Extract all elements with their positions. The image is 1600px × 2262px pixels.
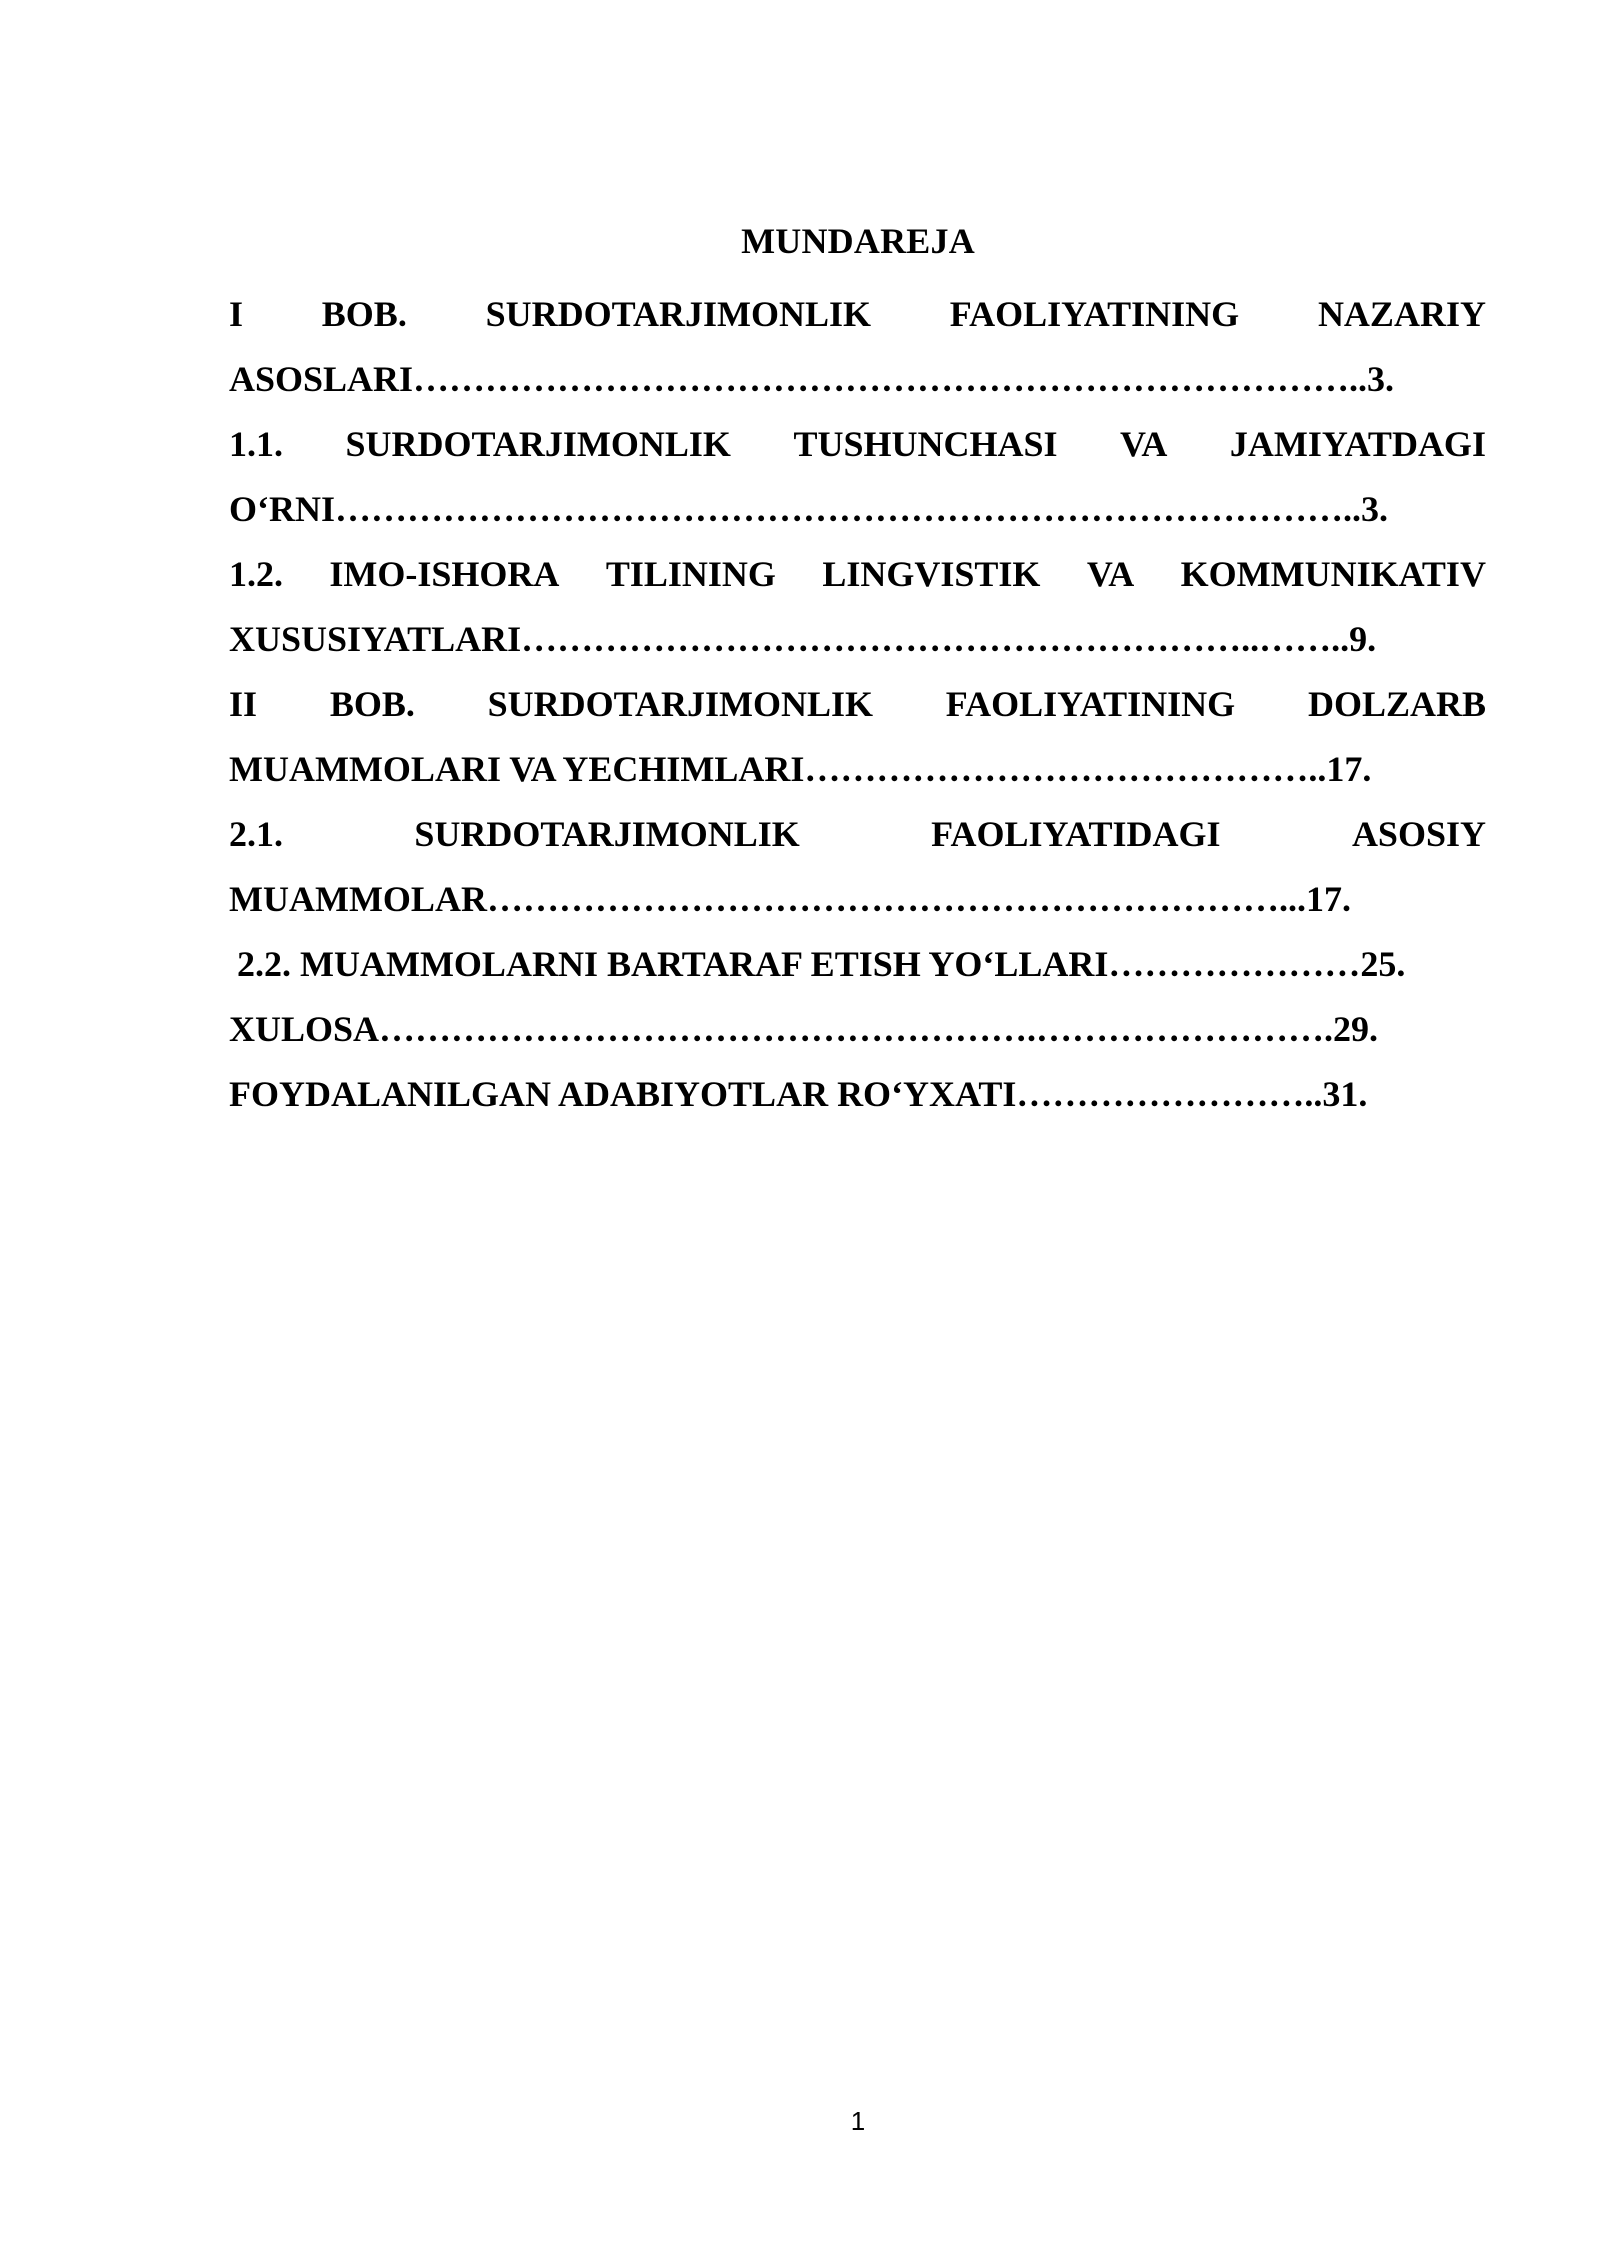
toc-word: SURDOTARJIMONLIK [345,424,731,464]
toc-word: LINGVISTIK [822,554,1041,594]
toc-word: NAZARIY [1317,294,1486,334]
toc-entry-6: 2.2. MUAMMOLARNI BARTARAF ETISH YO‘LLARI…………………25. [237,944,1406,984]
toc-entry-2-line-2: O‘RNI…………………………………………………………………………..3. [229,489,1388,529]
toc-entry-1-line-1 [229,282,1486,347]
toc-entry-8: FOYDALANILGAN ADABIYOTLAR RO‘YXATI……………………..31. [229,1074,1368,1114]
toc-word: SURDOTARJIMONLIK [487,684,873,724]
toc-word: FAOLIYATIDAGI [931,814,1221,854]
toc-word: 1.2. [229,554,283,594]
toc-word: ASOSIY [1351,814,1486,854]
toc-word: FAOLIYATINING [949,294,1240,334]
toc-word: VA [1120,424,1168,464]
page-title: MUNDAREJA [741,221,975,261]
toc-word: 1.1. [229,424,283,464]
toc-entry-4-line-2: MUAMMOLARI VA YECHIMLARI……………………………………..17. [229,749,1372,789]
toc-entry-5-line-2: MUAMMOLAR…………………………………………………………...17. [229,879,1351,919]
toc-word: SURDOTARJIMONLIK [414,814,800,854]
toc-word: II [229,684,258,724]
toc-word: JAMIYATDAGI [1229,424,1486,464]
table-of-contents [229,282,1486,1127]
toc-word: KOMMUNIKATIV [1180,554,1486,594]
page-number: 1 [850,2106,866,2136]
toc-entry-3-line-2: XUSUSIYATLARI……………………………………………………..……..9. [229,619,1377,659]
toc-entry-5-line-1 [229,802,1486,867]
toc-word: VA [1086,554,1135,594]
toc-word: 2.1. [229,814,283,854]
toc-word: FAOLIYATINING [945,684,1236,724]
toc-word: TUSHUNCHASI [793,424,1058,464]
toc-entry-7: XULOSA……………………………………………….…………………….29. [229,1009,1379,1049]
toc-entry-3-line-1 [229,542,1486,607]
toc-word: IMO-ISHORA [329,554,560,594]
toc-word: TILINING [605,554,776,594]
toc-entry-4-line-1 [229,672,1486,737]
toc-word: DOLZARB [1307,684,1486,724]
toc-word: SURDOTARJIMONLIK [485,294,871,334]
toc-entry-1-line-2: ASOSLARI……………………………………………………………………..3. [229,359,1395,399]
toc-word: BOB. [329,684,415,724]
toc-word: I [229,294,244,334]
toc-word: BOB. [321,294,407,334]
toc-entry-2-line-1 [229,412,1486,477]
